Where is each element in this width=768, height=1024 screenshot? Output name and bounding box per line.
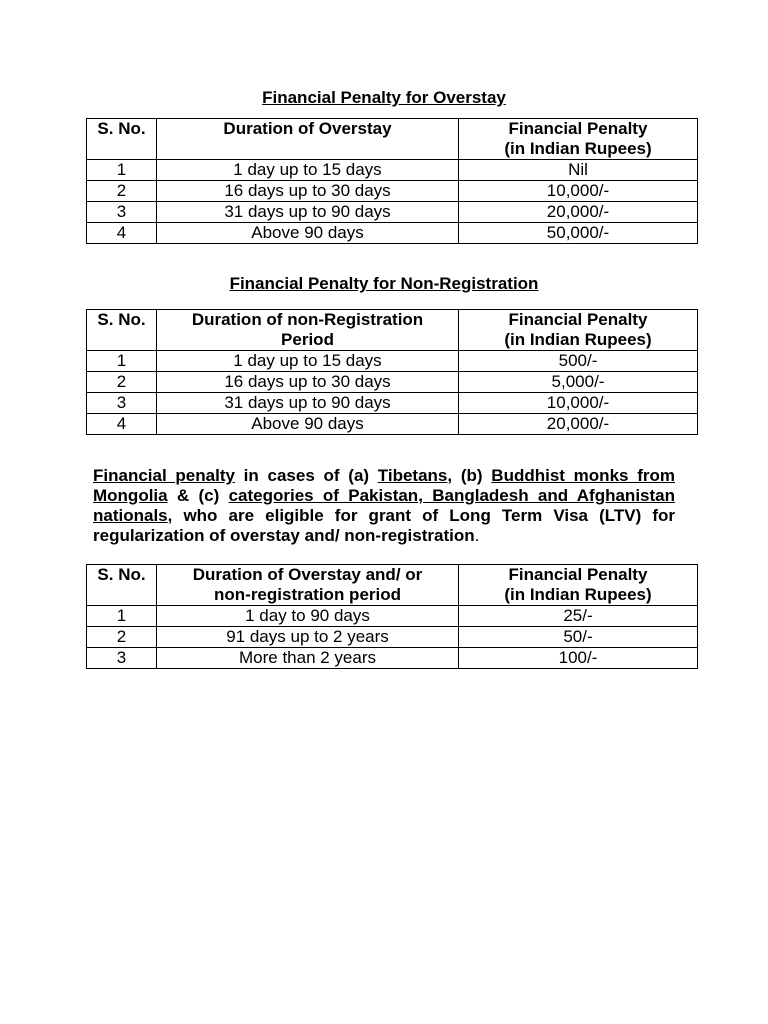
column-header: S. No. bbox=[87, 119, 157, 160]
table-cell: 1 day up to 15 days bbox=[157, 160, 459, 181]
table-row bbox=[87, 606, 698, 627]
table-row bbox=[87, 648, 698, 669]
table-row bbox=[87, 627, 698, 648]
table-cell: Above 90 days bbox=[157, 223, 459, 244]
table-cell: 3 bbox=[87, 393, 157, 414]
table-header-row bbox=[87, 119, 698, 160]
table-cell: 3 bbox=[87, 202, 157, 223]
table-cell: 2 bbox=[87, 627, 157, 648]
para-text-2: , (b) bbox=[447, 466, 492, 485]
table-cell: Nil bbox=[459, 160, 698, 181]
table-cell: 4 bbox=[87, 223, 157, 244]
table-cell: 1 day up to 15 days bbox=[157, 351, 459, 372]
para-tibetans: Tibetans bbox=[377, 466, 448, 485]
table-cell: 1 bbox=[87, 160, 157, 181]
special-cases-paragraph bbox=[93, 466, 675, 546]
table-cell: 10,000/- bbox=[459, 181, 698, 202]
table-cell: 91 days up to 2 years bbox=[157, 627, 459, 648]
column-header: Financial Penalty (in Indian Rupees) bbox=[459, 119, 698, 160]
column-header: Financial Penalty (in Indian Rupees) bbox=[459, 310, 698, 351]
table-cell: 1 bbox=[87, 351, 157, 372]
table-cell: 500/- bbox=[459, 351, 698, 372]
table-cell: 20,000/- bbox=[459, 202, 698, 223]
table-cell: 1 bbox=[87, 606, 157, 627]
table-cell: 100/- bbox=[459, 648, 698, 669]
table-cell: 4 bbox=[87, 414, 157, 435]
table-row bbox=[87, 202, 698, 223]
para-text-4: , who are eligible for grant of Long Term Visa (LTV) for regularization of overstay and/ non-registration bbox=[93, 506, 675, 545]
table-cell: 16 days up to 30 days bbox=[157, 181, 459, 202]
para-text-1: in cases of (a) bbox=[234, 466, 378, 485]
table-header-row bbox=[87, 310, 698, 351]
table-cell: 31 days up to 90 days bbox=[157, 393, 459, 414]
table-row bbox=[87, 372, 698, 393]
table-cell: 5,000/- bbox=[459, 372, 698, 393]
table-cell: 25/- bbox=[459, 606, 698, 627]
table-row bbox=[87, 393, 698, 414]
column-header: Duration of non-Registration Period bbox=[157, 310, 459, 351]
table-cell: 1 day to 90 days bbox=[157, 606, 459, 627]
table-cell: 16 days up to 30 days bbox=[157, 372, 459, 393]
table-row bbox=[87, 181, 698, 202]
table-cell: 20,000/- bbox=[459, 414, 698, 435]
table-cell: 2 bbox=[87, 372, 157, 393]
table-cell: 50/- bbox=[459, 627, 698, 648]
non-registration-title: Financial Penalty for Non-Registration bbox=[229, 274, 539, 293]
table-cell: More than 2 years bbox=[157, 648, 459, 669]
table-cell: 50,000/- bbox=[459, 223, 698, 244]
non-registration-table bbox=[86, 309, 698, 435]
para-financial-penalty: Financial penalty bbox=[93, 466, 235, 485]
table-row bbox=[87, 414, 698, 435]
special-cases-table bbox=[86, 564, 698, 669]
table-cell: 10,000/- bbox=[459, 393, 698, 414]
overstay-title: Financial Penalty for Overstay bbox=[262, 88, 506, 107]
para-categories: categories of Pakistan, Bangladesh and Afghanistan nationals bbox=[93, 486, 675, 525]
table-cell: 2 bbox=[87, 181, 157, 202]
para-period: . bbox=[474, 526, 480, 545]
column-header: S. No. bbox=[87, 310, 157, 351]
table-row bbox=[87, 160, 698, 181]
para-text-3: & (c) bbox=[167, 486, 229, 505]
table-cell: 31 days up to 90 days bbox=[157, 202, 459, 223]
table-row bbox=[87, 223, 698, 244]
column-header: S. No. bbox=[87, 565, 157, 606]
table-row bbox=[87, 351, 698, 372]
column-header: Duration of Overstay and/ or non-registration period bbox=[157, 565, 459, 606]
para-buddhist-monks: Buddhist monks from Mongolia bbox=[93, 466, 675, 505]
column-header: Financial Penalty (in Indian Rupees) bbox=[459, 565, 698, 606]
table-cell: 3 bbox=[87, 648, 157, 669]
column-header: Duration of Overstay bbox=[157, 119, 459, 160]
overstay-table bbox=[86, 118, 698, 244]
table-cell: Above 90 days bbox=[157, 414, 459, 435]
table-header-row bbox=[87, 565, 698, 606]
